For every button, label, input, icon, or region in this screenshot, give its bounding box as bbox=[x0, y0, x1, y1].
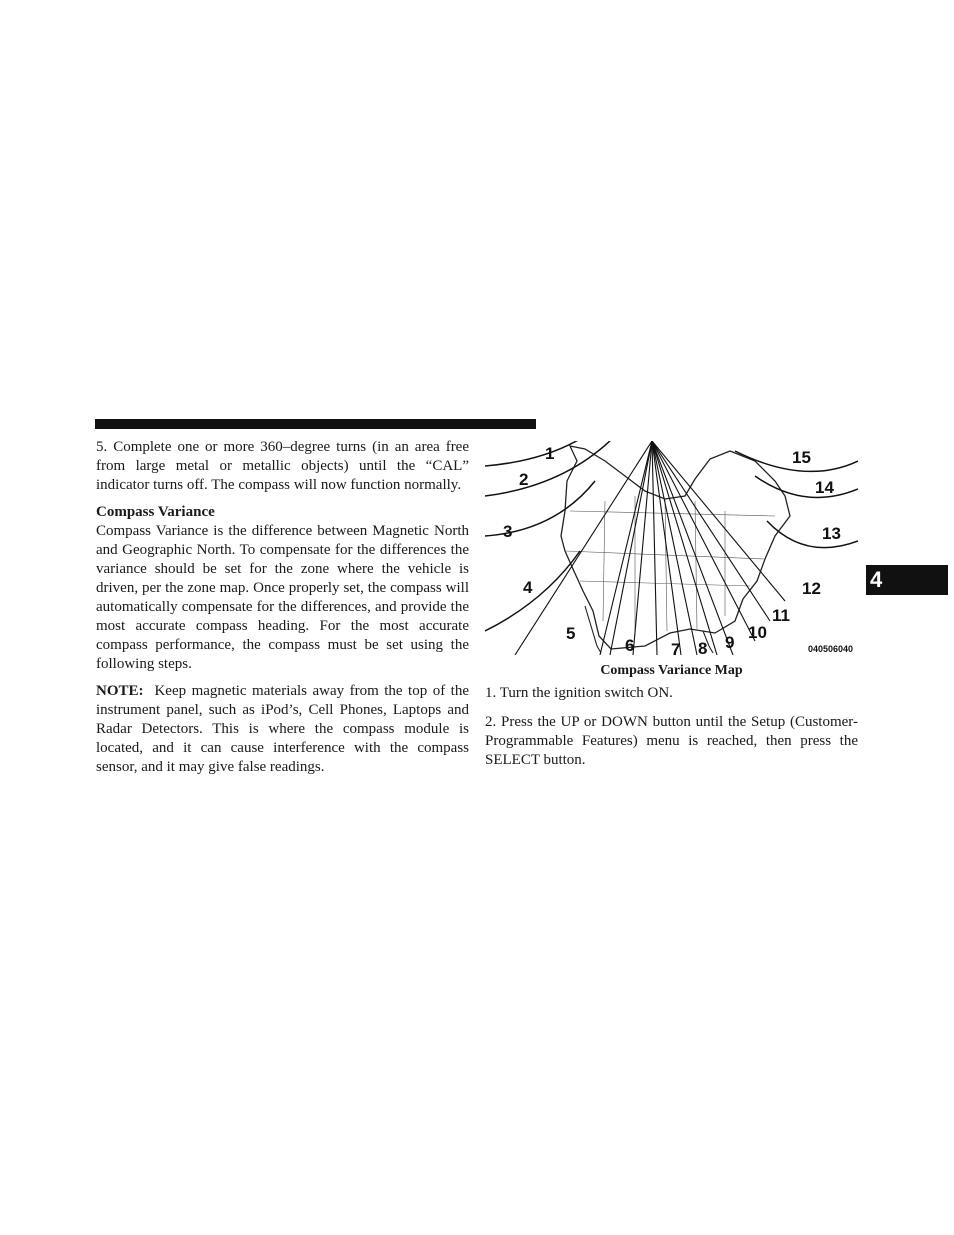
zone-arc-right-mid bbox=[755, 476, 858, 497]
note-label: NOTE: bbox=[96, 683, 144, 699]
zone-label-5: 5 bbox=[566, 624, 576, 643]
zone-label-8: 8 bbox=[698, 639, 708, 655]
section-rule bbox=[95, 419, 536, 429]
state-borders bbox=[565, 496, 775, 636]
compass-variance-map bbox=[485, 441, 858, 655]
map-caption: Compass Variance Map bbox=[600, 663, 743, 678]
zone-arc-left-upper bbox=[485, 441, 585, 466]
zone-label-9: 9 bbox=[725, 633, 735, 652]
zone-label-3: 3 bbox=[503, 522, 513, 541]
zone-label-14: 14 bbox=[815, 478, 834, 497]
note-paragraph bbox=[96, 682, 469, 777]
zone-label-11: 11 bbox=[772, 606, 790, 625]
zone-arc-left-low bbox=[485, 481, 595, 536]
map-illustration bbox=[485, 441, 858, 655]
zone-label-4: 4 bbox=[523, 578, 533, 597]
zone-arc-right-low bbox=[767, 521, 858, 548]
zone-label-10: 10 bbox=[748, 623, 767, 642]
zone-label-13: 13 bbox=[822, 524, 841, 543]
zone-arc-left-bottom bbox=[485, 551, 580, 631]
compass-variance-text: Compass Variance is the difference between Magnetic North and Geographic North. To compensate for the differences the variance should be set for the zone where the vehicle is driven, per the zone map. Once properly set, the compass will automatically compensate for the differences, and provide the most accurate compass heading. For the most accurate compass performance, the compass must be set using the following steps. bbox=[96, 523, 469, 672]
note-text: Keep magnetic materials away from the top of the instrument panel, such as iPod’s, Cell Phones, Laptops and Radar Detectors. This is where the compass module is located, and it can cause interference with the compass sensor, and it may give false readings. bbox=[96, 683, 469, 775]
step-2-text: 2. Press the UP or DOWN button until the Setup (Customer-Programmable Features) menu is reached, then press the SELECT button. bbox=[485, 714, 858, 768]
zone-label-7: 7 bbox=[671, 640, 681, 655]
step-5-text: 5. Complete one or more 360–degree turns (in an area free from large metal or metallic objects) until the “CAL” indicator turns off. The compass will now function normally. bbox=[96, 439, 469, 493]
zone-label-15: 15 bbox=[792, 448, 811, 467]
compass-variance-heading: Compass Variance bbox=[96, 504, 215, 520]
chapter-tab: 4 bbox=[866, 565, 948, 595]
step-1-text: 1. Turn the ignition switch ON. bbox=[485, 685, 673, 701]
map-code: 040506040 bbox=[808, 644, 854, 654]
left-column bbox=[96, 438, 469, 785]
zone-label-1: 1 bbox=[545, 444, 555, 463]
zone-lines bbox=[515, 441, 785, 655]
zone-label-2: 2 bbox=[519, 470, 529, 489]
zone-label-12: 12 bbox=[802, 579, 821, 598]
zone-label-6: 6 bbox=[625, 636, 635, 655]
right-column bbox=[485, 441, 858, 778]
